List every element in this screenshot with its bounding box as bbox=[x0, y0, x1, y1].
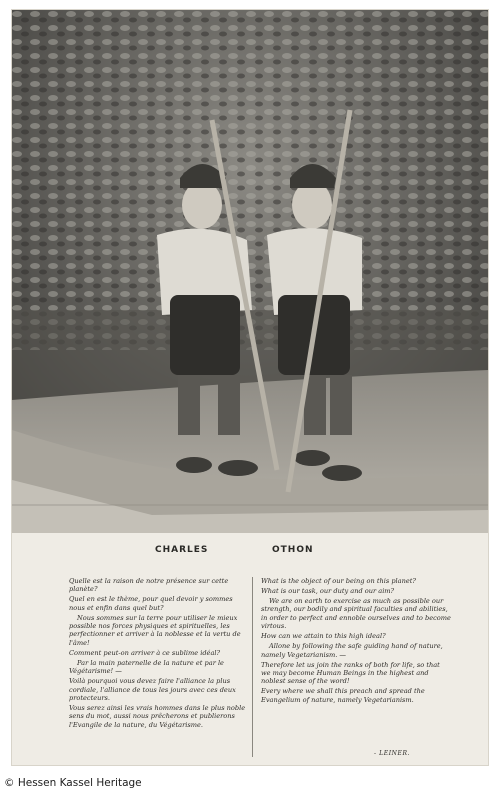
author-signature: - LEINER. bbox=[374, 750, 411, 757]
french-paragraph: Quelle est la raison de notre présence sur cette planète? bbox=[69, 577, 229, 594]
photograph-two-boys bbox=[12, 10, 488, 533]
french-paragraph: Comment peut-on arriver à ce sublime idéal? bbox=[69, 648, 221, 657]
french-text-column bbox=[69, 577, 247, 731]
postcard bbox=[12, 10, 488, 765]
french-paragraph: Voilà pourquoi vous devez faire l'alliance la plus cordiale, l'alliance de tous les jours avec ces deux protecteurs. bbox=[69, 677, 236, 702]
english-paragraph: Allone by following the safe guiding hand of nature, namely Vegetarianism. — bbox=[261, 642, 443, 659]
french-paragraph: Quel en est le thème, pour quel devoir y sommes nous et enfin dans quel but? bbox=[69, 595, 233, 612]
column-divider bbox=[252, 577, 253, 757]
caption-row bbox=[12, 545, 488, 565]
french-paragraph: Nous sommes sur la terre pour utiliser le mieux possible nos forces physiques et spirituelles, les perfectionner et arriver à la noblesse et la vertu de l'âme! bbox=[69, 613, 241, 647]
english-paragraph: How can we attain to this high ideal? bbox=[261, 632, 386, 641]
english-text-column bbox=[261, 577, 451, 706]
caption-charles: CHARLES bbox=[155, 545, 209, 555]
caption-othon: OTHON bbox=[272, 545, 314, 555]
english-paragraph: Therefore let us join the ranks of both for life, so that we may become Human Beings in the highest and noblest sense of the word! bbox=[261, 660, 440, 686]
english-paragraph: What is our task, our duty and our aim? bbox=[261, 587, 395, 596]
french-paragraph: Vous serez ainsi les vrais hommes dans le plus noble sens du mot, aussi nous prêcherons et publierons l'Evangile de la nature, du Végétarisme. bbox=[69, 703, 246, 729]
copyright-credit: © Hessen Kassel Heritage bbox=[4, 777, 142, 789]
french-paragraph: Par la main paternelle de la nature et par le Végétarisme! — bbox=[69, 658, 224, 676]
english-paragraph: What is the object of our being on this planet? bbox=[261, 577, 416, 585]
english-paragraph: Every where we shall this preach and spread the Evangelium of nature, namely Vegetarianism. bbox=[261, 687, 425, 704]
english-paragraph: We are on earth to exercise as much as possible our strength, our bodily and spiritual faculties and abilities, in order to perfect and ennoble ourselves and to become virtous. bbox=[261, 597, 451, 631]
